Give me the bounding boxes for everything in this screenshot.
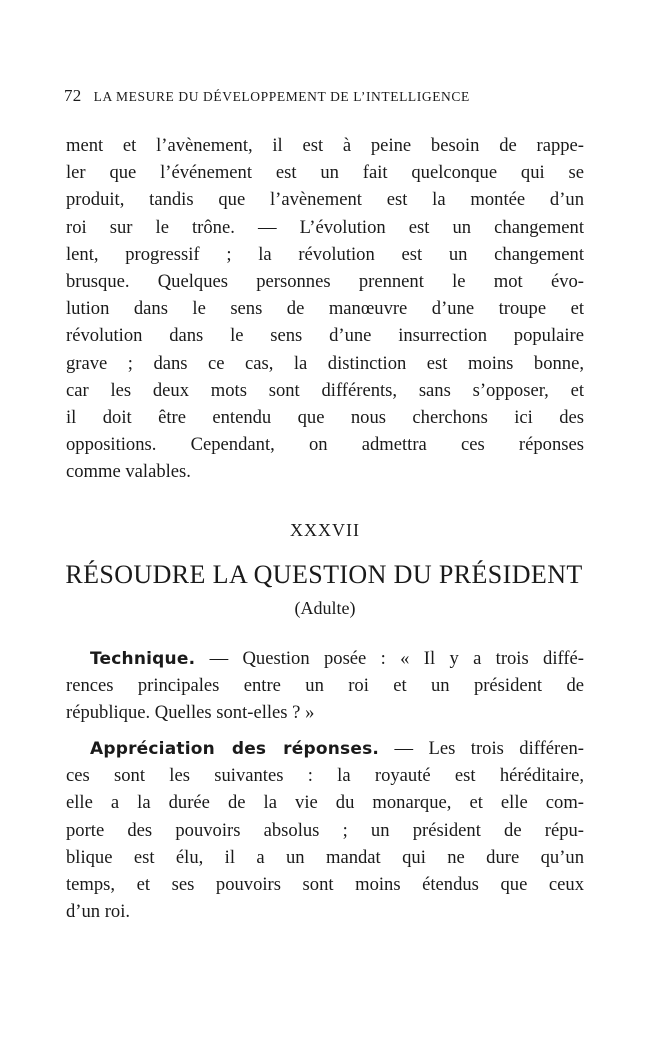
text-line: d’un roi. [66, 901, 131, 923]
text-line: rences principales entre un roi et un président de [66, 675, 584, 697]
text-line: car les deux mots sont différents, sans s’opposer, et [66, 379, 584, 401]
paragraph-technique [66, 645, 584, 727]
running-header [64, 86, 584, 106]
text-line: ces sont les suivantes : la royauté est héréditaire, [66, 765, 584, 787]
text-line: révolution dans le sens d’une insurrection populaire [66, 325, 584, 347]
text-line: ler que l’événement est un fait quelconque qui se [66, 162, 584, 184]
section-subtitle: (Adulte) [294, 598, 356, 618]
text-line: blique est élu, il a un mandat qui ne dure qu’un [66, 846, 584, 868]
text-line: brusque. Quelques personnes prennent le mot évo- [66, 270, 584, 292]
text-line: roi sur le trône. — L’évolution est un changement [66, 216, 584, 238]
text-line: ment et l’avènement, il est à peine besoin de rappe- [66, 135, 584, 156]
technique-label: Technique. [90, 649, 196, 669]
paragraph-appreciation [66, 735, 584, 925]
section-title: RÉSOUDRE LA QUESTION DU PRÉSIDENT [65, 560, 583, 589]
text-line [66, 645, 584, 672]
text-line: temps, et ses pouvoirs sont moins étendus que ceux [66, 873, 584, 895]
technique-text: — Question posée : « Il y a trois diffé- [195, 648, 584, 669]
text-line: oppositions. Cependant, on admettra ces réponses [66, 434, 584, 456]
text-line: elle a la durée de la vie du monarque, et elle com- [66, 792, 584, 814]
section-number: XXXVII [290, 520, 360, 540]
appreciation-label: Appréciation des réponses. [90, 739, 380, 759]
text-line: grave ; dans ce cas, la distinction est moins bonne, [66, 352, 584, 374]
appreciation-text: — Les trois différen- [379, 738, 584, 759]
running-head-title: LA MESURE DU DÉVELOPPEMENT DE L’INTELLIGENCE [93, 89, 470, 104]
text-line: république. Quelles sont-elles ? » [66, 702, 315, 724]
text-line: porte des pouvoirs absolus ; un président de répu- [66, 819, 584, 841]
text-line: comme valables. [66, 461, 191, 483]
text-line: lent, progressif ; la révolution est un changement [66, 243, 584, 265]
page-number: 72 [64, 86, 82, 105]
text-line [66, 735, 584, 762]
text-line: lution dans le sens de manœuvre d’une troupe et [66, 298, 584, 320]
text-line: produit, tandis que l’avènement est la montée d’un [66, 189, 584, 211]
text-line: il doit être entendu que nous cherchons ici des [66, 406, 584, 428]
paragraph-continuation [66, 132, 584, 485]
